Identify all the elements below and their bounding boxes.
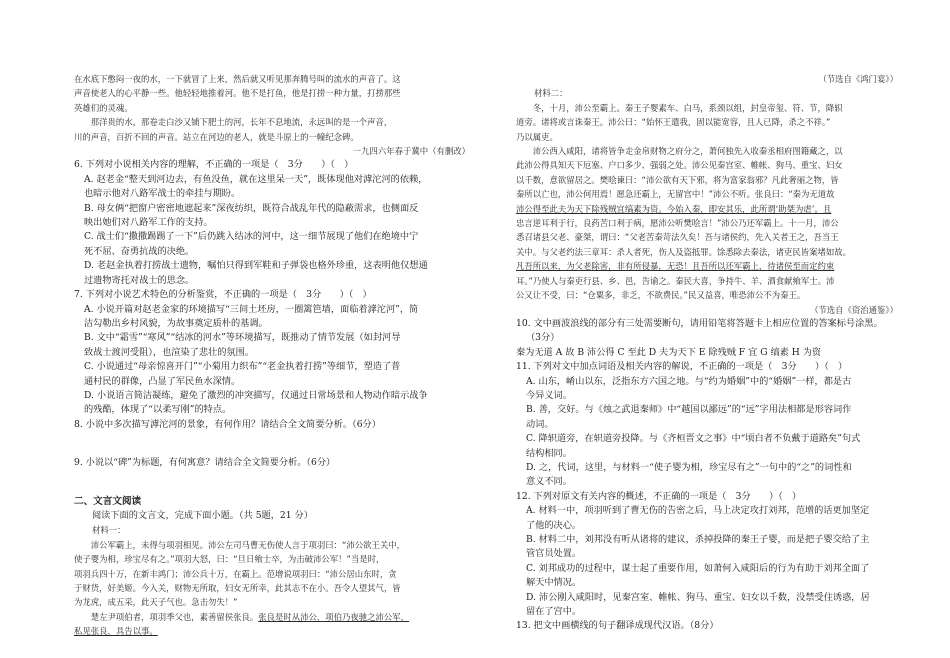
- left-column: [74, 72, 470, 639]
- question-stem: （3分）: [526, 332, 560, 344]
- option-line: A. 山东，崤山以东，泛指东方六国之地。与“约为婚姻”中的“婚姻”一样，都是古: [526, 375, 852, 387]
- story-line: 川的声音，百折不回的声音。站立在河边的老人，就是斗原上的一幢纪念碑。: [74, 131, 359, 142]
- underlined-sentence: 张良是时从沛公，项伯乃夜驰之沛公军，: [258, 611, 409, 622]
- option-line: D. 沛公刚入咸阳时，见秦宫室、帷帐、狗马、重宝、妇女以千数，没禁受住诱惑，居: [526, 591, 870, 603]
- option-line: D. 老赵金执着打捞战士遗物，嘱怕只得到军鞋和子弹袋也格外珍重，这表明他仅想通: [84, 260, 428, 272]
- option-line: 的残酷，体现了“以柔写刚”的特点。: [84, 404, 232, 416]
- option-line: 也暗示他对八路军战士的牵挂与期盼。: [84, 188, 241, 200]
- material-1-passage: [74, 538, 470, 639]
- underlined-sentence: 私见张良，具告以事。: [74, 626, 158, 637]
- material-label: 材料二：: [534, 88, 568, 99]
- passage-line: 道旁。诸将或言诛秦王。沛公曰：“始怀王遣我，固以能宽容，且人已降，杀之不祥。”: [516, 117, 831, 128]
- option-line: 留在了宫中。: [526, 606, 582, 618]
- option-line: A. 材料一中，项羽听到了曹无伤的告密之后，马上决定攻打刘邦，范增的话更加坚定: [526, 505, 870, 517]
- material-2-passage: [516, 101, 898, 303]
- passage-line: 使子婴为相，珍宝尽有之。”项羽大怒，曰：“旦日飨士卒，为击破沛公军！”当是时，: [74, 554, 385, 565]
- option-line: 过遗物寄托对战士的思念。: [84, 274, 195, 286]
- question-10: [516, 317, 898, 360]
- option-line: B. 母女俩“把窗户密密地遮起来”深夜纺织，既符合战乱年代的隐蔽需求，也侧面反: [84, 202, 419, 214]
- option-line: 管官员处置。: [526, 548, 582, 560]
- option-line: 洁勾勒出乡村风貌，为故事奠定质朴的基调。: [84, 317, 268, 329]
- source-note: （节选自《鸿门宴》）: [818, 74, 898, 84]
- source-note: （节选自《资治通鉴》）: [810, 304, 898, 315]
- option-line: 动词。: [526, 418, 554, 430]
- question-stem: 12. 下列对原文有关内容的概述，不正确的一项是（ 3分 ）（ ）: [516, 490, 802, 502]
- option-line: D. 小说语言简洁凝练，避免了激烈的冲突描写，仅通过日常场景和人物动作暗示战争: [84, 389, 428, 401]
- option-line: C. 小说通过“母亲惊喜开门”“小菊用力织布”“老金执着打捞”等细节，塑造了普: [84, 361, 401, 373]
- question-13: 13. 把文中画横线的句子翻译成现代汉语。（8分）: [516, 620, 719, 632]
- question-answer-key: 秦为无道 A 故 B 沛公得 C 至此 D 夫为天下 E 除残贼 F 宜 G 缟素 H 为资: [516, 346, 822, 358]
- wavy-line-passage: 沛公得至此夫为天下除残贼宜缟素为资。今始入秦，即安其乐，此所谓‘助桀为虐’。且: [516, 203, 832, 214]
- option-line: 死不屈、奋勇抗战的决绝。: [84, 245, 195, 257]
- passage-line: 秦所以亡也，沛公何用焉！愿急还霸上，无留宫中！”沛公不听。张良曰：“秦为无道故: [516, 189, 835, 200]
- question-6: [74, 158, 470, 288]
- question-stem: 11. 下列对文中加点词语及相关内容的解说，不正确的一项是（ 3分 ）（ ）: [516, 361, 848, 373]
- passage-line: 冬，十月，沛公至霸上。秦王子婴素车、白马，系颈以组，封皇帝玺、符、节，降轵: [516, 102, 843, 113]
- option-line: 致战士渡河受阻），也渲染了悲壮的氛围。: [84, 346, 254, 358]
- passage-line: 乃以属吏。: [516, 131, 558, 142]
- passage-line: 此沛公得具知天下厄塞、户口多少、强弱之处。沛公见秦宫室、帷帐、狗马、重宝、妇女: [516, 160, 843, 171]
- passage-line: 为龙虎，成五采，此天子气也。急击勿失！”: [74, 597, 238, 608]
- passage-line: 以千数，意欲留居之。樊哙谏曰：“沛公欲有天下邪，将为富家翁邪？凡此奢丽之物，皆: [516, 174, 839, 185]
- passage-line: 公又让不受，曰：“仓粟多，非乏，不欲费民。”民又益喜，唯恐沛公不为秦王。: [516, 290, 806, 301]
- passage-text: 楚左尹项伯者，项羽季父也，素善留侯张良。: [74, 611, 259, 622]
- right-column: [516, 72, 898, 634]
- question-8: 8. 小说中多次描写滹沱河的景象，有何作用？请结合全文简要分析。（6分）: [74, 418, 381, 430]
- option-line: B. 善，交好。与《烛之武退秦师》中“越国以鄙远”的“远”字用法相都是形容词作: [526, 404, 852, 416]
- option-line: 意义不同。: [526, 476, 572, 488]
- option-line: D. 之，代词，这里，与材料一“使子婴为相，珍宝尽有之”一句中的“之”的词性和: [526, 461, 852, 473]
- story-line: 英雄们的灵魂。: [74, 102, 133, 113]
- passage-line: 耳。”乃使人与秦吏行县、乡、邑，告谕之。秦民大喜，争持牛、羊、酒食献飨军士。沛: [516, 275, 835, 286]
- section-title: 二、文言文阅读: [74, 495, 142, 507]
- underlined-sentence: 凡吾所以来，为父老除害，非有所侵暴，无恐！且吾所以还军霸上，待诸侯至而定约束: [516, 261, 835, 272]
- option-line: 了他的决心。: [526, 519, 582, 531]
- question-stem: 6. 下列对小说相关内容的理解，不正确的一项是（ 3分 ）（ ）: [74, 159, 354, 171]
- option-line: C. 刘邦成功的过程中，谋士起了重要作用，如萧何入咸阳后的行为有助于刘邦全面了: [526, 562, 870, 574]
- passage-line: 关中。与父老约法三章耳：杀人者死，伤人及盗抵罪。馀悉除去秦法，诸吏民皆案堵如故。: [516, 246, 851, 257]
- passage-line: 项羽兵四十万，在新丰鸿门；沛公兵十万，在霸上。范增说项羽曰：“沛公居山东时，贪: [74, 568, 397, 579]
- question-7: [74, 288, 470, 418]
- question-11: [516, 360, 898, 490]
- material-label: 材料一：: [92, 525, 126, 536]
- option-line: 今异义词。: [526, 389, 572, 401]
- passage-line: 沛公西入咸阳，诸将皆争走金帛财物之府分之，萧何独先入收秦丞相府图籍藏之，以: [516, 146, 843, 157]
- option-line: 通村民的群像，凸显了军民鱼水深情。: [84, 375, 241, 387]
- option-line: B. 文中“霜雪”“寒风”“结冰的河水”等环境描写，既推动了情节发展（如封河导: [84, 332, 401, 344]
- passage-line: 悉召诸县父老、豪桀，谓曰：“父老苦秦苛法久矣！吾与诸侯约，先入关者王之，吾当王: [516, 232, 839, 243]
- question-stem: 10. 文中画波浪线的部分有三处需要断句，请用铅笔将答题卡上相应位置的答案标号涂黑。: [516, 317, 883, 329]
- passage-line: 忠言逆耳利于行，良药苦口利于病，愿沛公听樊哙言！”沛公乃还军霸上。十一月，沛公: [516, 218, 839, 229]
- option-line: A. 赵老金“整天到河边去，有鱼没鱼，就在这里呆一天”，既体现他对滹沱河的依赖，: [84, 173, 428, 185]
- question-12: [516, 490, 898, 620]
- story-line: 在水底下憋闷一夜的水，一下就冒了上来，然后就又听见那奔腾号叫的流水的声音了。这: [74, 74, 401, 84]
- question-9: 9. 小说以“碑”为标题，有何寓意？请结合全文简要分析。（6分）: [74, 457, 336, 469]
- question-stem: 7. 下列对小说艺术特色的分析鉴赏，不正确的一项是（ 3分 ）（ ）: [74, 289, 372, 301]
- passage-line: [74, 610, 470, 624]
- section-instructions: 阅读下面的文言文，完成下面小题。（共 5题，21 分）: [92, 509, 313, 521]
- passage-line: 于财货，好美姬。今入关，财物无所取，妇女无所幸，此其志不在小。吾令人望其气，皆: [74, 583, 401, 593]
- option-line: 结构相同。: [526, 447, 572, 459]
- option-line: C. 战士们“撒撒踢踢了一下”后仍跳入结冰的河中，这一细节展现了他们在绝境中宁: [84, 231, 419, 243]
- story-line: 声音使老人的心平静一些。他轻轻地推着河。他不是打鱼，他是打捞一种力量，打捞那些: [74, 88, 401, 99]
- story-date: 一九四六年春于冀中（有删改）: [352, 146, 470, 157]
- option-line: C. 降轵道旁，在轵道旁投降。与《齐桓晋文之事》中“顷白者不负戴于道路矣”句式: [526, 433, 861, 445]
- passage-line: 沛公军霸上，未得与项羽相见。沛公左司马曹无伤使人言于项羽曰：“沛公欲王关中，: [74, 539, 405, 550]
- option-line: 映出她们对八路军工作的支持。: [84, 217, 213, 229]
- story-line: 那洋贵的水，那卷走白沙又铺下肥土的河，长年不息地流，永远叫的是一个声音，: [74, 117, 393, 128]
- option-line: A. 小说开篇对赵老金家的环境描写“三间土坯房，一圈篱笆墙，面临着滹沱河”，简: [84, 303, 419, 315]
- option-line: B. 材料二中，刘邦没有听从诸将的建议，杀掉投降的秦王子婴，而是把子婴交给了主: [526, 534, 870, 545]
- option-line: 解天中情况。: [526, 577, 582, 589]
- story-passage: [74, 72, 470, 158]
